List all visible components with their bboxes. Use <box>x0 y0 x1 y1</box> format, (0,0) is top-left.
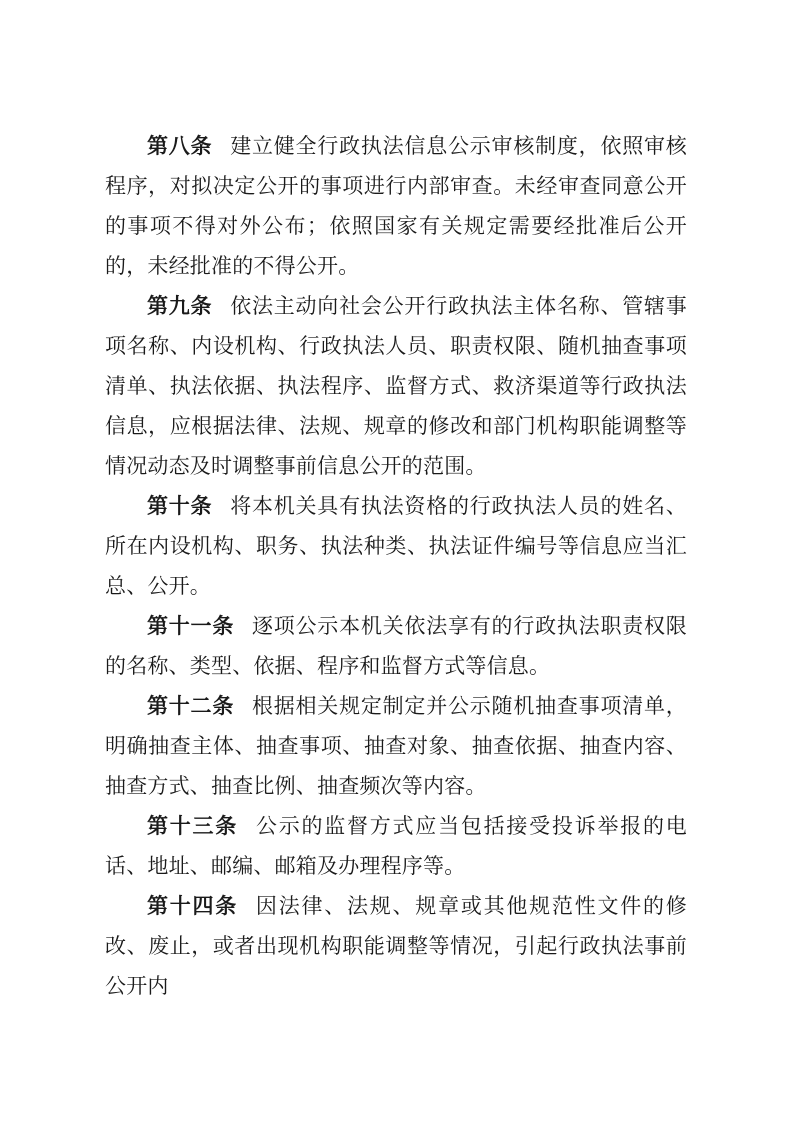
article-paragraph <box>105 686 687 806</box>
article-body: 公示的监督方式应当包括接受投诉举报的电话、地址、邮编、邮箱及办理程序等。 <box>105 814 687 878</box>
article-number: 第十二条 <box>147 694 235 718</box>
article-body: 建立健全行政执法信息公示审核制度，依照审核程序，对拟决定公开的事项进行内部审查。未经审查同意公开的事项不得对外公布；依照国家有关规定需要经批准后公开的，未经批准的不得公开。 <box>105 134 687 278</box>
article-number: 第十条 <box>147 494 213 518</box>
article-paragraph <box>105 886 687 1006</box>
article-body: 因法律、法规、规章或其他规范性文件的修改、废止，或者出现机构职能调整等情况，引起行政执法事前公开内 <box>105 894 687 998</box>
article-paragraph <box>105 286 687 486</box>
article-paragraph <box>105 606 687 686</box>
article-body: 逐项公示本机关依法享有的行政执法职责权限的名称、类型、依据、程序和监督方式等信息。 <box>105 614 687 678</box>
article-body: 根据相关规定制定并公示随机抽查事项清单，明确抽查主体、抽查事项、抽查对象、抽查依据、抽查内容、抽查方式、抽查比例、抽查频次等内容。 <box>105 694 687 798</box>
article-number: 第九条 <box>147 294 213 318</box>
document-body <box>105 126 687 1006</box>
article-number: 第十四条 <box>147 894 239 918</box>
article-paragraph <box>105 126 687 286</box>
article-body: 将本机关具有执法资格的行政执法人员的姓名、所在内设机构、职务、执法种类、执法证件编号等信息应当汇总、公开。 <box>105 494 687 598</box>
article-number: 第十一条 <box>147 614 235 638</box>
article-body: 依法主动向社会公开行政执法主体名称、管辖事项名称、内设机构、行政执法人员、职责权限、随机抽查事项清单、执法依据、执法程序、监督方式、救济渠道等行政执法信息，应根据法律、法规、规章的修改和部门机构职能调整等情况动态及时调整事前信息公开的范围。 <box>105 294 687 478</box>
article-number: 第十三条 <box>147 814 239 838</box>
article-number: 第八条 <box>147 134 213 158</box>
article-paragraph <box>105 806 687 886</box>
article-paragraph <box>105 486 687 606</box>
